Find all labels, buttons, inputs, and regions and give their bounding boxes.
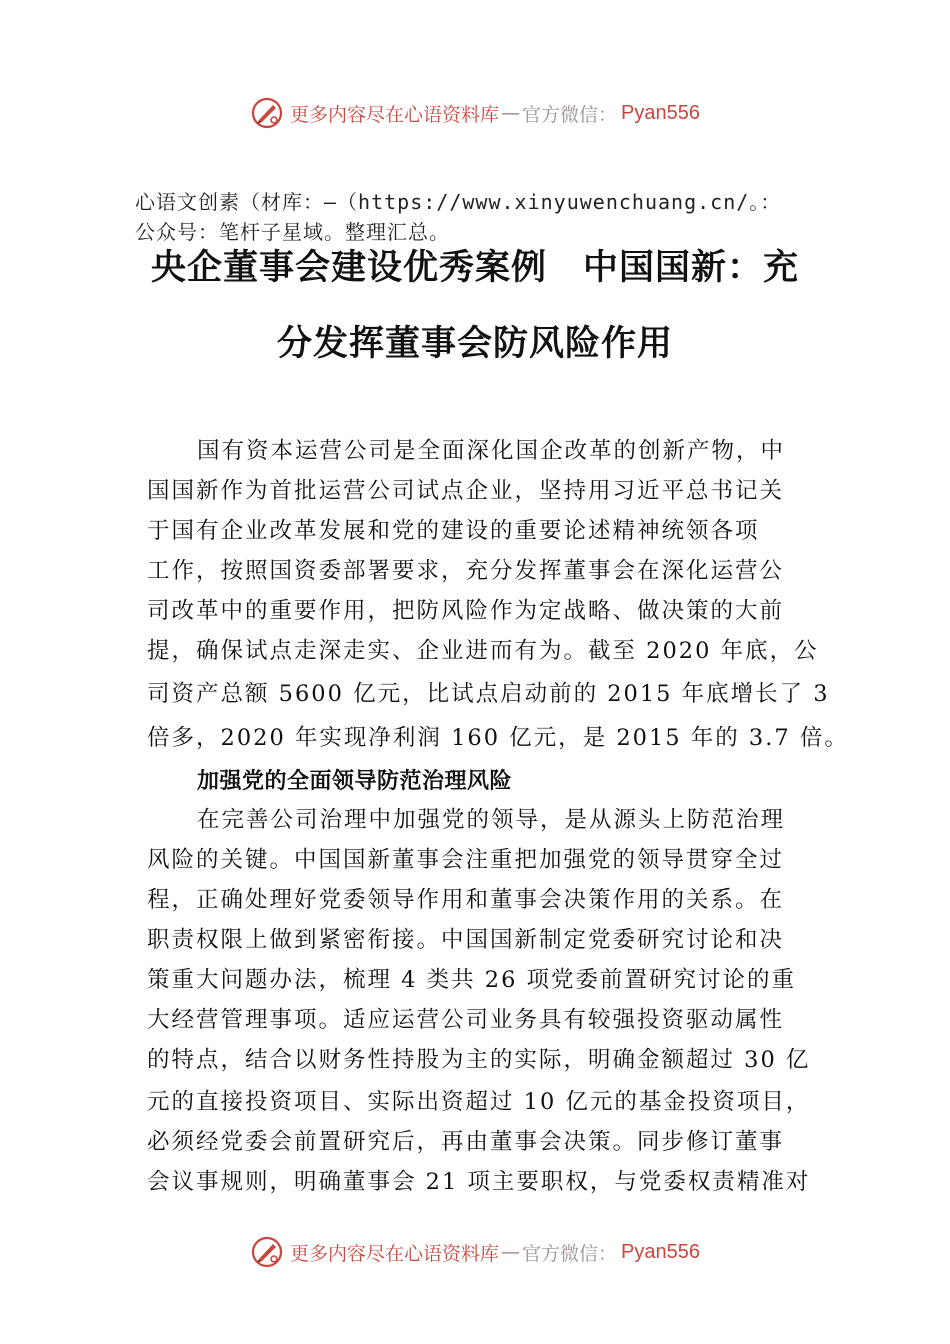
banner-wechat-id: Pyan556	[621, 1240, 700, 1263]
paragraph-line: 程，正确处理好党委领导作用和董事会决策作用的关系。在	[147, 887, 785, 913]
paragraph-line: 必须经党委会前置研究后，再由董事会决策。同步修订董事	[147, 1129, 785, 1155]
paragraph-line: 策重大问题办法，梳理 4 类共 26 项党委前置研究讨论的重	[147, 967, 797, 993]
banner-text: 更多内容尽在心语资料库	[290, 103, 500, 126]
paragraph-line: 倍多，2020 年实现净利润 160 亿元，是 2015 年的 3.7 倍。	[147, 725, 849, 751]
footer-banner	[0, 1232, 950, 1272]
banner-wechat-id: Pyan556	[621, 101, 700, 124]
banner-separator: —	[501, 102, 521, 124]
banner-wechat-label: 官方微信：	[522, 1242, 618, 1265]
paragraph-line: 元的直接投资项目、实际出资超过 10 亿元的基金投资项目，	[147, 1089, 811, 1115]
paragraph-line: 在完善公司治理中加强党的领导，是从源头上防范治理	[197, 807, 786, 833]
paragraph-line: 的特点，结合以财务性持股为主的实际，明确金额超过 30 亿	[147, 1047, 811, 1073]
banner-wechat-label: 官方微信：	[522, 103, 618, 126]
paragraph-line: 职责权限上做到紧密衔接。中国国新制定党委研究讨论和决	[147, 927, 785, 953]
paragraph-line: 会议事规则，明确董事会 21 项主要职权，与党委权责精准对	[147, 1169, 811, 1195]
brand-logo-icon	[250, 96, 284, 130]
paragraph-line: 风险的关键。中国国新董事会注重把加强党的领导贯穿全过	[147, 847, 785, 873]
paragraph-line: 工作，按照国资委部署要求，充分发挥董事会在深化运营公	[147, 558, 785, 584]
section-heading: 加强党的全面领导防范治理风险	[197, 769, 513, 794]
banner-text: 更多内容尽在心语资料库	[290, 1242, 500, 1265]
paragraph-line: 司资产总额 5600 亿元，比试点启动前的 2015 年底增长了 3	[147, 681, 830, 707]
paragraph-line: 大经营管理事项。适应运营公司业务具有较强投资驱动属性	[147, 1007, 785, 1033]
paragraph-line: 司改革中的重要作用，把防风险作为定战略、做决策的大前	[147, 598, 785, 624]
paragraph-line: 提，确保试点走深走实、企业进而有为。截至 2020 年底，公	[147, 638, 819, 664]
banner-separator: —	[501, 1241, 521, 1263]
header-banner	[0, 93, 950, 133]
brand-logo-icon	[250, 1235, 284, 1269]
paragraph-line: 国国新作为首批运营公司试点企业，坚持用习近平总书记关	[147, 478, 785, 504]
paragraph-line: 国有资本运营公司是全面深化国企改革的创新产物，中	[197, 438, 786, 464]
page-title-line-1: 央企董事会建设优秀案例 中国国新：充	[150, 247, 799, 288]
source-note: 心语文创素（材库：—（https://www.xinyuwenchuang.cn/。： 公众号：笔杆子星域。整理汇总。	[135, 190, 782, 244]
paragraph-line: 于国有企业改革发展和党的建设的重要论述精神统领各项	[147, 518, 760, 544]
page-title-line-2: 分发挥董事会防风险作用	[276, 323, 673, 364]
